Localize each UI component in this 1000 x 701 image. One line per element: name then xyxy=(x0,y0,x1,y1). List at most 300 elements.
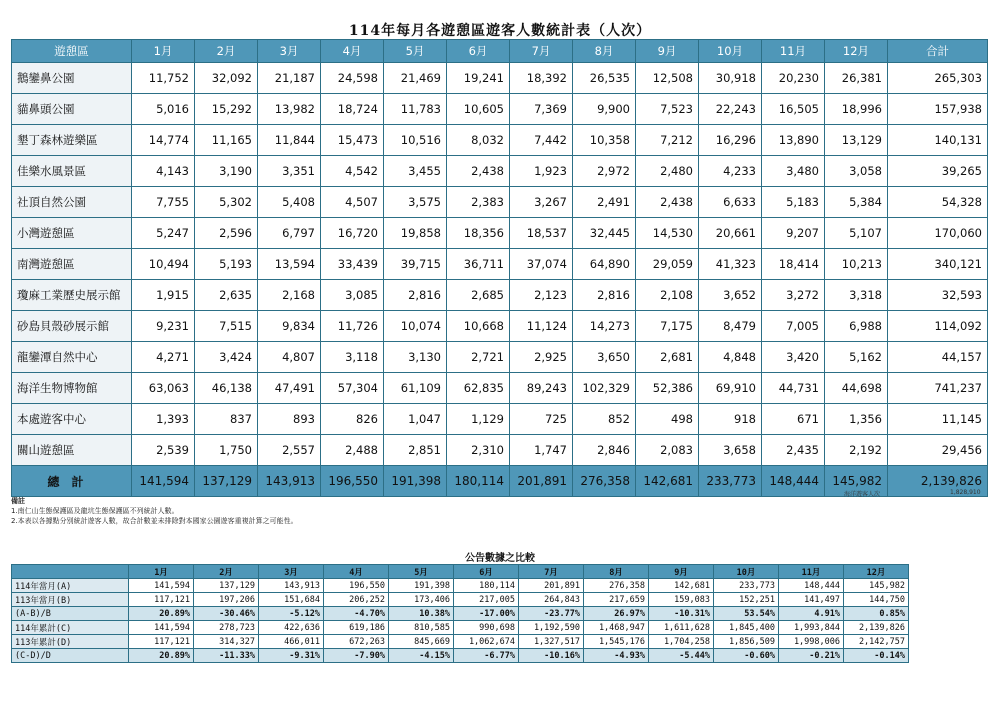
comparison-cell: 1,192,590 xyxy=(519,621,584,635)
comparison-row xyxy=(12,607,909,621)
cell-value: 6,633 xyxy=(699,187,762,218)
cell-value: 3,650 xyxy=(573,342,636,373)
cell-value: 64,890 xyxy=(573,249,636,280)
comparison-cell: 180,114 xyxy=(454,579,519,593)
cell-value: 47,491 xyxy=(258,373,321,404)
comparison-cell: 141,497 xyxy=(779,593,844,607)
cell-value: 32,593 xyxy=(888,280,988,311)
comparison-cell: 0.85% xyxy=(844,607,909,621)
cell-value: 5,193 xyxy=(195,249,258,280)
comparison-cell: -6.77% xyxy=(454,649,519,663)
cell-value: 16,720 xyxy=(321,218,384,249)
cell-value: 918 xyxy=(699,404,762,435)
comparison-column-header: 8月 xyxy=(584,565,649,579)
cell-value: 5,016 xyxy=(132,94,195,125)
cell-value: 20,661 xyxy=(699,218,762,249)
comparison-cell: 152,251 xyxy=(714,593,779,607)
cell-value: 11,165 xyxy=(195,125,258,156)
comparison-cell: 1,993,844 xyxy=(779,621,844,635)
cell-value: 2,438 xyxy=(447,156,510,187)
table-row xyxy=(12,342,988,373)
cell-value: 33,439 xyxy=(321,249,384,280)
comparison-row-label: 113年累計(D) xyxy=(12,635,129,649)
cell-value: 20,230 xyxy=(762,63,825,94)
comparison-cell: 141,594 xyxy=(129,621,194,635)
comparison-cell: 142,681 xyxy=(649,579,714,593)
comparison-cell: 217,005 xyxy=(454,593,519,607)
total-value: 148,444 xyxy=(762,466,825,497)
comparison-cell: 26.97% xyxy=(584,607,649,621)
table-row xyxy=(12,94,988,125)
cell-value: 2,721 xyxy=(447,342,510,373)
cell-value: 1,356 xyxy=(825,404,888,435)
comparison-cell: 53.54% xyxy=(714,607,779,621)
total-value: 137,129 xyxy=(195,466,258,497)
cell-value: 26,381 xyxy=(825,63,888,94)
cell-value: 8,032 xyxy=(447,125,510,156)
cell-value: 3,085 xyxy=(321,280,384,311)
cell-value: 2,488 xyxy=(321,435,384,466)
cell-value: 32,092 xyxy=(195,63,258,94)
cell-value: 140,131 xyxy=(888,125,988,156)
column-header: 7月 xyxy=(510,40,573,63)
area-name: 砂島貝殼砂展示館 xyxy=(12,311,132,342)
cell-value: 22,243 xyxy=(699,94,762,125)
comparison-cell: 141,594 xyxy=(129,579,194,593)
comparison-cell: -23.77% xyxy=(519,607,584,621)
cell-value: 3,658 xyxy=(699,435,762,466)
column-header: 10月 xyxy=(699,40,762,63)
cell-value: 4,233 xyxy=(699,156,762,187)
cell-value: 13,129 xyxy=(825,125,888,156)
cell-value: 3,130 xyxy=(384,342,447,373)
comparison-cell: -5.12% xyxy=(259,607,324,621)
side-note-value: 1,828,910 xyxy=(950,489,981,496)
cell-value: 170,060 xyxy=(888,218,988,249)
comparison-cell: 206,252 xyxy=(324,593,389,607)
column-header: 5月 xyxy=(384,40,447,63)
cell-value: 725 xyxy=(510,404,573,435)
comparison-cell: -0.14% xyxy=(844,649,909,663)
side-note-label: 海洋遊客人次 xyxy=(844,491,881,498)
comparison-cell: 1,998,006 xyxy=(779,635,844,649)
comparison-column-header: 11月 xyxy=(779,565,844,579)
cell-value: 16,505 xyxy=(762,94,825,125)
comparison-row xyxy=(12,649,909,663)
cell-value: 11,726 xyxy=(321,311,384,342)
comparison-cell: 117,121 xyxy=(129,635,194,649)
comparison-cell: -11.33% xyxy=(194,649,259,663)
area-name: 海洋生物博物館 xyxy=(12,373,132,404)
cell-value: 14,774 xyxy=(132,125,195,156)
comparison-cell: 1,327,517 xyxy=(519,635,584,649)
comparison-cell: 20.89% xyxy=(129,649,194,663)
cell-value: 7,212 xyxy=(636,125,699,156)
cell-value: 10,074 xyxy=(384,311,447,342)
comparison-cell: -0.60% xyxy=(714,649,779,663)
cell-value: 1,129 xyxy=(447,404,510,435)
comparison-cell: 314,327 xyxy=(194,635,259,649)
cell-value: 15,292 xyxy=(195,94,258,125)
cell-value: 2,192 xyxy=(825,435,888,466)
comparison-cell: -4.15% xyxy=(389,649,454,663)
cell-value: 10,668 xyxy=(447,311,510,342)
total-value: 145,982 xyxy=(825,466,888,497)
comparison-row-label: 114年當月(A) xyxy=(12,579,129,593)
cell-value: 37,074 xyxy=(510,249,573,280)
comparison-row-label: 113年當月(B) xyxy=(12,593,129,607)
cell-value: 29,059 xyxy=(636,249,699,280)
column-header: 8月 xyxy=(573,40,636,63)
cell-value: 3,190 xyxy=(195,156,258,187)
cell-value: 12,508 xyxy=(636,63,699,94)
comparison-row-label: 114年累計(C) xyxy=(12,621,129,635)
cell-value: 7,005 xyxy=(762,311,825,342)
column-header: 3月 xyxy=(258,40,321,63)
table-row xyxy=(12,373,988,404)
cell-value: 26,535 xyxy=(573,63,636,94)
cell-value: 671 xyxy=(762,404,825,435)
comparison-cell: 276,358 xyxy=(584,579,649,593)
area-name: 本處遊客中心 xyxy=(12,404,132,435)
comparison-cell: 151,684 xyxy=(259,593,324,607)
comparison-row-label: (A-B)/B xyxy=(12,607,129,621)
cell-value: 11,844 xyxy=(258,125,321,156)
cell-value: 2,083 xyxy=(636,435,699,466)
comparison-cell: 1,611,628 xyxy=(649,621,714,635)
cell-value: 5,107 xyxy=(825,218,888,249)
cell-value: 10,213 xyxy=(825,249,888,280)
cell-value: 18,537 xyxy=(510,218,573,249)
table-row xyxy=(12,218,988,249)
total-row xyxy=(12,466,988,497)
area-name: 墾丁森林遊樂區 xyxy=(12,125,132,156)
comparison-cell: 117,121 xyxy=(129,593,194,607)
comparison-row xyxy=(12,593,909,607)
notes-heading: 備註 xyxy=(11,497,25,505)
comparison-cell: 466,011 xyxy=(259,635,324,649)
cell-value: 1,750 xyxy=(195,435,258,466)
comparison-cell: 1,468,947 xyxy=(584,621,649,635)
comparison-row xyxy=(12,579,909,593)
cell-value: 32,445 xyxy=(573,218,636,249)
cell-value: 157,938 xyxy=(888,94,988,125)
comparison-column-header: 7月 xyxy=(519,565,584,579)
comparison-cell: -9.31% xyxy=(259,649,324,663)
total-value: 276,358 xyxy=(573,466,636,497)
table-row xyxy=(12,249,988,280)
cell-value: 8,479 xyxy=(699,311,762,342)
comparison-cell: 1,062,674 xyxy=(454,635,519,649)
comparison-column-header: 3月 xyxy=(259,565,324,579)
cell-value: 11,783 xyxy=(384,94,447,125)
total-value: 191,398 xyxy=(384,466,447,497)
cell-value: 11,124 xyxy=(510,311,573,342)
total-value: 201,891 xyxy=(510,466,573,497)
cell-value: 6,988 xyxy=(825,311,888,342)
cell-value: 2,925 xyxy=(510,342,573,373)
cell-value: 498 xyxy=(636,404,699,435)
cell-value: 2,539 xyxy=(132,435,195,466)
cell-value: 7,175 xyxy=(636,311,699,342)
area-name: 龍鑾潭自然中心 xyxy=(12,342,132,373)
comparison-cell: -10.31% xyxy=(649,607,714,621)
cell-value: 62,835 xyxy=(447,373,510,404)
comparison-column-header: 1月 xyxy=(129,565,194,579)
comparison-row xyxy=(12,635,909,649)
comparison-cell: -30.46% xyxy=(194,607,259,621)
cell-value: 2,635 xyxy=(195,280,258,311)
comparison-cell: -17.00% xyxy=(454,607,519,621)
cell-value: 2,685 xyxy=(447,280,510,311)
cell-value: 1,923 xyxy=(510,156,573,187)
comparison-cell: 159,083 xyxy=(649,593,714,607)
cell-value: 2,383 xyxy=(447,187,510,218)
area-name: 關山遊憩區 xyxy=(12,435,132,466)
cell-value: 21,187 xyxy=(258,63,321,94)
cell-value: 10,516 xyxy=(384,125,447,156)
comparison-cell: 191,398 xyxy=(389,579,454,593)
cell-value: 114,092 xyxy=(888,311,988,342)
cell-value: 36,711 xyxy=(447,249,510,280)
cell-value: 44,698 xyxy=(825,373,888,404)
comparison-cell: 990,698 xyxy=(454,621,519,635)
cell-value: 19,858 xyxy=(384,218,447,249)
cell-value: 30,918 xyxy=(699,63,762,94)
cell-value: 7,515 xyxy=(195,311,258,342)
cell-value: 2,123 xyxy=(510,280,573,311)
cell-value: 2,491 xyxy=(573,187,636,218)
comparison-column-header xyxy=(12,565,129,579)
table-header-row xyxy=(12,40,988,63)
cell-value: 44,731 xyxy=(762,373,825,404)
comparison-cell: -10.16% xyxy=(519,649,584,663)
cell-value: 2,168 xyxy=(258,280,321,311)
comparison-cell: 1,545,176 xyxy=(584,635,649,649)
area-name: 南灣遊憩區 xyxy=(12,249,132,280)
column-header: 2月 xyxy=(195,40,258,63)
comparison-cell: 1,856,509 xyxy=(714,635,779,649)
cell-value: 9,207 xyxy=(762,218,825,249)
comparison-cell: 196,550 xyxy=(324,579,389,593)
cell-value: 5,162 xyxy=(825,342,888,373)
comparison-header-row xyxy=(12,565,909,579)
total-value: 143,913 xyxy=(258,466,321,497)
cell-value: 102,329 xyxy=(573,373,636,404)
cell-value: 14,273 xyxy=(573,311,636,342)
cell-value: 4,271 xyxy=(132,342,195,373)
comparison-cell: 619,186 xyxy=(324,621,389,635)
cell-value: 18,414 xyxy=(762,249,825,280)
cell-value: 265,303 xyxy=(888,63,988,94)
cell-value: 826 xyxy=(321,404,384,435)
cell-value: 11,145 xyxy=(888,404,988,435)
total-value: 2,139,826 xyxy=(888,466,988,497)
comparison-cell: 145,982 xyxy=(844,579,909,593)
table-row xyxy=(12,187,988,218)
comparison-column-header: 4月 xyxy=(324,565,389,579)
cell-value: 11,752 xyxy=(132,63,195,94)
column-header: 6月 xyxy=(447,40,510,63)
cell-value: 2,972 xyxy=(573,156,636,187)
visitor-stats-table xyxy=(11,39,988,497)
cell-value: 18,724 xyxy=(321,94,384,125)
cell-value: 2,816 xyxy=(573,280,636,311)
cell-value: 63,063 xyxy=(132,373,195,404)
cell-value: 2,681 xyxy=(636,342,699,373)
comparison-column-header: 12月 xyxy=(844,565,909,579)
comparison-row-label: (C-D)/D xyxy=(12,649,129,663)
comparison-cell: 422,636 xyxy=(259,621,324,635)
cell-value: 2,108 xyxy=(636,280,699,311)
cell-value: 15,473 xyxy=(321,125,384,156)
total-value: 180,114 xyxy=(447,466,510,497)
table-row xyxy=(12,280,988,311)
cell-value: 10,358 xyxy=(573,125,636,156)
comparison-cell: 20.89% xyxy=(129,607,194,621)
cell-value: 5,247 xyxy=(132,218,195,249)
area-name: 社頂自然公園 xyxy=(12,187,132,218)
comparison-cell: 2,142,757 xyxy=(844,635,909,649)
cell-value: 7,523 xyxy=(636,94,699,125)
column-header: 12月 xyxy=(825,40,888,63)
cell-value: 5,384 xyxy=(825,187,888,218)
comparison-cell: -4.70% xyxy=(324,607,389,621)
cell-value: 893 xyxy=(258,404,321,435)
cell-value: 3,267 xyxy=(510,187,573,218)
cell-value: 69,910 xyxy=(699,373,762,404)
comparison-column-header: 6月 xyxy=(454,565,519,579)
cell-value: 2,846 xyxy=(573,435,636,466)
comparison-table xyxy=(11,564,909,663)
cell-value: 21,469 xyxy=(384,63,447,94)
cell-value: 5,183 xyxy=(762,187,825,218)
cell-value: 3,420 xyxy=(762,342,825,373)
cell-value: 10,605 xyxy=(447,94,510,125)
cell-value: 5,302 xyxy=(195,187,258,218)
cell-value: 741,237 xyxy=(888,373,988,404)
cell-value: 2,596 xyxy=(195,218,258,249)
comparison-row xyxy=(12,621,909,635)
total-value: 233,773 xyxy=(699,466,762,497)
cell-value: 9,834 xyxy=(258,311,321,342)
cell-value: 4,507 xyxy=(321,187,384,218)
cell-value: 3,351 xyxy=(258,156,321,187)
cell-value: 54,328 xyxy=(888,187,988,218)
cell-value: 837 xyxy=(195,404,258,435)
cell-value: 29,456 xyxy=(888,435,988,466)
cell-value: 3,424 xyxy=(195,342,258,373)
cell-value: 16,296 xyxy=(699,125,762,156)
cell-value: 9,900 xyxy=(573,94,636,125)
cell-value: 3,058 xyxy=(825,156,888,187)
total-value: 196,550 xyxy=(321,466,384,497)
cell-value: 340,121 xyxy=(888,249,988,280)
cell-value: 3,455 xyxy=(384,156,447,187)
cell-value: 18,996 xyxy=(825,94,888,125)
cell-value: 3,272 xyxy=(762,280,825,311)
comparison-cell: 4.91% xyxy=(779,607,844,621)
cell-value: 2,438 xyxy=(636,187,699,218)
table-row xyxy=(12,156,988,187)
cell-value: 57,304 xyxy=(321,373,384,404)
table-row xyxy=(12,125,988,156)
cell-value: 61,109 xyxy=(384,373,447,404)
cell-value: 4,143 xyxy=(132,156,195,187)
cell-value: 1,915 xyxy=(132,280,195,311)
cell-value: 2,557 xyxy=(258,435,321,466)
comparison-cell: -4.93% xyxy=(584,649,649,663)
cell-value: 18,392 xyxy=(510,63,573,94)
cell-value: 44,157 xyxy=(888,342,988,373)
cell-value: 3,118 xyxy=(321,342,384,373)
cell-value: 2,851 xyxy=(384,435,447,466)
comparison-column-header: 5月 xyxy=(389,565,454,579)
total-label: 總計 xyxy=(12,466,132,497)
cell-value: 52,386 xyxy=(636,373,699,404)
area-name: 鵝鑾鼻公園 xyxy=(12,63,132,94)
column-header: 合計 xyxy=(888,40,988,63)
cell-value: 41,323 xyxy=(699,249,762,280)
cell-value: 3,480 xyxy=(762,156,825,187)
area-name: 貓鼻頭公園 xyxy=(12,94,132,125)
comparison-cell: 217,659 xyxy=(584,593,649,607)
cell-value: 3,652 xyxy=(699,280,762,311)
column-header: 9月 xyxy=(636,40,699,63)
cell-value: 4,807 xyxy=(258,342,321,373)
note-2: 2.本表以各據點分別統計遊客人數，故合計數並未排除對本國家公園遊客重複計算之可能性。 xyxy=(11,517,298,525)
comparison-cell: 845,669 xyxy=(389,635,454,649)
total-value: 142,681 xyxy=(636,466,699,497)
cell-value: 13,594 xyxy=(258,249,321,280)
column-header: 遊憩區 xyxy=(12,40,132,63)
total-value: 141,594 xyxy=(132,466,195,497)
cell-value: 3,318 xyxy=(825,280,888,311)
comparison-cell: 233,773 xyxy=(714,579,779,593)
page-title: 114年每月各遊憩區遊客人數統計表（人次） xyxy=(348,23,652,39)
comparison-column-header: 2月 xyxy=(194,565,259,579)
comparison-cell: -0.21% xyxy=(779,649,844,663)
comparison-cell: 143,913 xyxy=(259,579,324,593)
cell-value: 13,890 xyxy=(762,125,825,156)
comparison-cell: 148,444 xyxy=(779,579,844,593)
cell-value: 46,138 xyxy=(195,373,258,404)
cell-value: 10,494 xyxy=(132,249,195,280)
column-header: 1月 xyxy=(132,40,195,63)
comparison-cell: 10.38% xyxy=(389,607,454,621)
table-row xyxy=(12,404,988,435)
cell-value: 1,047 xyxy=(384,404,447,435)
cell-value: 852 xyxy=(573,404,636,435)
notes-section xyxy=(11,496,298,526)
cell-value: 7,442 xyxy=(510,125,573,156)
comparison-cell: 278,723 xyxy=(194,621,259,635)
comparison-column-header: 9月 xyxy=(649,565,714,579)
comparison-cell: 264,843 xyxy=(519,593,584,607)
comparison-cell: -7.90% xyxy=(324,649,389,663)
cell-value: 24,598 xyxy=(321,63,384,94)
cell-value: 1,747 xyxy=(510,435,573,466)
cell-value: 1,393 xyxy=(132,404,195,435)
cell-value: 4,848 xyxy=(699,342,762,373)
cell-value: 4,542 xyxy=(321,156,384,187)
cell-value: 89,243 xyxy=(510,373,573,404)
cell-value: 19,241 xyxy=(447,63,510,94)
comparison-cell: 672,263 xyxy=(324,635,389,649)
cell-value: 7,369 xyxy=(510,94,573,125)
cell-value: 9,231 xyxy=(132,311,195,342)
area-name: 佳樂水風景區 xyxy=(12,156,132,187)
